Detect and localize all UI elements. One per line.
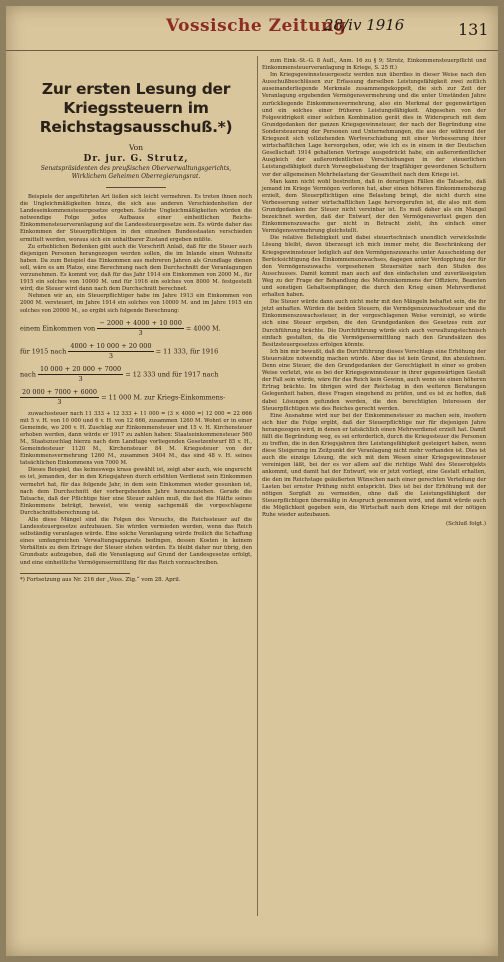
formula-2: für 1915 nach $\frac{4000 + 10 000 + 20 000}{3}$ = 11 333, für 1916: [20, 341, 219, 360]
right-column: [262, 58, 486, 528]
author-affiliation-2: Wirklichem Geheimen Oberregierungsrat.: [71, 173, 201, 180]
page-number: 131: [458, 20, 489, 39]
right-paragraph: Im Kriegsgewinnsteuergesetz werden nun überdies in dieser Weise nach den Ausschußbeschlüssen zur Erfassung derselben Leistungsfähigkeit zwei zeitlich auseinanderliegende Merkmale zusammengekoppelt, die sich zur Zeit der Veranlagung ergebenden Vermögensvermehrung und die unter Umständen Jahre zurückliegende Einkommensvermehrung, also ein Merkmal der gegenwärtigen und ein solches einer früheren Leistungsfähigkeit. Abgesehen von der Folgewidrigkeit einer solchen Kombination gerät dies in Widerspruch mit dem Grundgedanken der ganzen Kriegsgewinnsteuer, der nach der Begründung eine Sondersteuerung der Personen und Unternehmungen, die aus der während der Kriegszeit sich vollziehenden Wertverschiebung mit einer Verbesserung ihrer wirtschaftlichen Lage hervorgehen, oder, wie ich es in einem in der Deutschen Gesellschaft 1914 gehaltenen Vortrage ausgedrückt habe, ein außerordentlicher Ausgleich der außerordentlichen Verschiebungen in der steuerlichen Leistungsfähigkeit durch Vorwegbelastung der tragfähiger gewordenen Schultern vor der allgemeinen Mehrbelastung der Gesamtheit nach dem Kriege ist.: [262, 72, 486, 178]
masthead: [6, 6, 498, 51]
right-paragraph: Die Steuer würde dann auch nicht mehr mit den Mängeln behaftet sein, die ihr jetzt anhaften. Würden die beiden Steuern, die Vermögenszuwachssteuer und die Einkommenszuwachssteuer, in der vorgeschlagenen Weise vereinigt, so würde sich eine Steuer ergeben, die den Grundgedanken des Gesetzes rein zur Durchführung brächte. Die Durchführung würde sich auch verwaltungstechnisch einfach gestalten, da die Vermögensermittlung nach den Grundsätzen des Besitzsteuergesetzes erfolgen könnte.: [262, 299, 486, 348]
column-divider: [257, 56, 258, 916]
article-signoff: (Schluß folgt.): [446, 521, 486, 528]
left-paragraph: Beispiele der angeführten Art ließen sich leicht vermehren. Es treten ihnen noch die Ungleichmäßigkeiten hinzu, die sich aus anderen Verschiedenheiten der Landeseinkommensteuergesetze ergeben. Solche Ungleichmäßigkeiten würden die notwendige Folge jedes Aufbaues einer einheitlichen Reichs-Einkommensteuerveranlagung auf die Landessteuergesetze sein. Es würde daher das Einkommen der Steuerpflichtigen in den einzelnen Bundesstaaten verschieden ermittelt werden, woraus sich ein unhaltbarer Zustand ergeben müßte.: [20, 194, 252, 243]
footnote-rule: [20, 573, 130, 574]
right-paragraph: Man kann nicht wohl bestreiten, daß in derartigen Fällen die Tatsache, daß jemand im Kriege Vermögen verloren hat, aber einen höheren Einkommensbezug erzielt, dem Steuerpflichtigen eine Belastung bringt, die nicht durch eine Verbesserung seiner wirtschaftlichen Lage hervorgerufen ist, die also mit dem Grundgedanken der Steuer nicht vereinbar ist. Es muß daher als ein Mangel bezeichnet werden, daß der Entwurf, der den Vermögensverlust gegen den Einkommenszuwachs gar nicht in Betracht zieht, ihn einfach einer Vermögensvermehrung gleichstellt.: [262, 178, 486, 235]
article-headline: Zur ersten Lesung der Kriegssteuern im Reichstagsausschuß.*): [39, 80, 233, 136]
newspaper-clipping: [6, 6, 498, 956]
footnote: *) Fortsetzung aus Nr. 216 der „Voss. Ztg.“ vom 28. April.: [20, 576, 181, 583]
author-affiliation-1: Senatspräsidenten des preußischen Oberverwaltungsgerichts,: [40, 165, 232, 172]
left-paragraph: Nehmen wir an, ein Steuerpflichtiger habe im Jahre 1913 ein Einkommen von 2000 M. versteuert, im Jahre 1914 ein solches von 10000 M. und im Jahre 1915 ein solches von 20000 M., so ergibt sich folgende Berechnung:: [20, 293, 252, 314]
formula-1: einem Einkommen von $\frac{- 2000 + 4000 + 10 000}{3}$ = 4000 M.: [20, 318, 221, 337]
right-paragraph: Die relative Beliebigkeit und dabei steuertechnisch unendlich verwickelnde Lösung bleibt, davon überzeugt ich mich immer mehr, die Beschränkung der Kriegsgewinnsteuer lediglich auf den Vermögenszuwachs unter Ausscheidung der Berücksichtigung des Einkommenszuwachses, dagegen unter Verdopplung der für den Vermögenszuwachs vorgesehenen Steuersätze nach den Stufen des Ausschusses. Damit kommt man auch auf den einfachsten und zuverlässigsten Weg zu der Frage der Behandlung des Mehreinkommens der Offiziere, Beamten und sonstigen Gehaltsempfänger, die durch den Krieg einen Mehrverdienst erhalten haben.: [262, 235, 486, 299]
left-paragraph: Zu erheblichen Bedenken gibt auch die Vorschrift Anlaß, daß für die Steuer auch diejenigen Personen herangezogen werden sollen, die im Inlande einen Wohnsitz haben. Da zum Beispiel das Einkommen aus mehreren Jahren als Grundlage dienen soll, wäre es am Platze, eine Berechnung nach dem Durchschnitt der Veranlagungen vorzunehmen. Es kommt vor, daß für das Jahr 1914 ein Einkommen von 2000 M., für 1915 ein solches von 10000 M. und für 1916 ein solches von 8000 M. festgestellt wird; die Steuer wird dann nach dem Durchschnitt berechnet.: [20, 243, 252, 293]
headline-rule: [106, 187, 166, 188]
right-paragraph: zum Eink.-St.-G. 8 Aufl., Anm. 16 zu § 9; Strutz, Einkommensteuerpflicht und Einkommensteuerveranlagung in Kriege, S. 25 ff.): [262, 58, 486, 72]
left-paragraph: Dieses Beispiel, das keineswegs krass gewählt ist, zeigt aber auch, wie ungerecht es ist, jemanden, der in den Kriegsjahren durch erhöhten Verdienst sein Einkommen vermehrt hat, für das folgende Jahr, in dem sein Einkommen wieder gesunken ist, nach dem Durchschnitt der vorhergehenden Jahre heranzuziehen. Gerade die Tatsache, daß der Pflichtige hier eine Steuer zahlen muß, die fast die Hälfte seines Einkommens beträgt, beweist, wie wenig sachgemäß die vorgeschlagene Durchschnittsberechnung ist.: [20, 467, 252, 516]
left-column: [20, 58, 252, 584]
formula-3: nach $\frac{10 000 + 20 000 + 7000}{3}$ = 12 333 und für 1917 nach: [20, 364, 219, 383]
right-paragraph: Ich bin mir bewußt, daß die Durchführung dieses Vorschlags eine Erhöhung der Steuersätze notwendig machen würde. Aber das ist kein Grund, ihn abzulehnen. Denn eine Steuer, die den Grundgedanken der Gerechtigkeit in einer so groben Weise verletzt, wie es bei der Kriegsgewinnsteuer in ihrer gegenwärtigen Gestalt der Fall sein würde, wäre für das Reich kein Gewinn, auch wenn sie einen höheren Ertrag brächte. Im übrigen wird der Reichstag in den weiteren Beratungen Gelegenheit haben, diese Fragen eingehend zu prüfen, und es ist zu hoffen, daß dabei Lösungen gefunden werden, die den berechtigten Interessen der Steuerpflichtigen wie des Reiches gerecht werden.: [262, 348, 486, 412]
newspaper-name: Vossische Zeitung: [166, 16, 347, 36]
left-paragraph: zuwachssteuer nach 11 333 + 12 333 + 11 000 = (3 × 4000 =) 12 000 = 22 666 mit 5 v. H. von 10 000 und 6 v. H. von 12 666, zusammen 1260 M. Wohnt er in einer Gemeinde, wo 200 v. H. Zuschlag zur Einkommensteuer und 15 v. H. Kirchensteuer erhoben werden, dann würde er 1917 zu zahlen haben: Staatseinkommensteuer 560 M., Staatszuschlag hierzu nach dem Landtage vorliegenden Gesetzentwurf 85 v. H., Gemeindesteuer 1120 M., Kirchensteuer 84 M. Kriegssteuer von der Einkommensvermehrung 1260 M., zusammen 3404 M., das sind 48 v. H. seines tatsächlichen Einkommens von 7000 M.: [20, 410, 252, 467]
left-paragraph: Alle diese Mängel sind die Folgen des Versuchs, die Reichssteuer auf die Landessteuergesetze aufzubauen. Sie würden vermieden werden, wenn das Reich selbständig veranlagen würde. Eine solche Veranlagung würde freilich die Schaffung eines umfangreichen Verwaltungsapparats bedingen, dessen Kosten in keinem Verhältnis zu dem Ertrage der Steuer stehen würden. Es bleibt daher nur übrig, den Grundsatz aufzugeben, daß die Veranlagung auf Grund der Landesgesetze erfolgt, und eine einheitliche Vermögensermittlung für das Reich vorzuschreiben.: [20, 517, 252, 566]
formula-4: $\frac{20 000 + 7000 + 6000}{3}$ = 11 000 M. zur Kriegs-Einkommens-: [22, 387, 226, 406]
author-name: Dr. jur. G. Strutz,: [83, 154, 189, 164]
handwritten-date: 28/iv 1916: [324, 16, 405, 34]
right-paragraph: Eine Ausnahme wird nur bei der Einkommensteuer zu machen sein, insofern sich hier die Folge ergibt, daß der Steuerpflichtige nur für diejenigen Jahre herangezogen wird, in denen er tatsächlich einen Mehrverdienst erzielt hat. Damit fällt die Begründung weg, es sei erforderlich, durch die Kriegssteuer die Personen zu treffen, die in den Kriegsjahren ihre Leistungsfähigkeit gesteigert haben, wenn diese Steigerung im Zeitpunkt der Veranlagung nicht mehr vorhanden ist. Dies ist auch die einzige Lösung, die sich mit dem Wesen einer Kriegsgewinnsteuer vereinigen läßt, bei der es vor allem auf die richtige Wahl des Steuerobjekts ankommt, und damit hat der Entwurf, wie er jetzt vorliegt, eine Gestalt erhalten, die den im Reichstage geäußerten Wünschen nach einer gerechten Verteilung der Lasten bei ernster Prüfung nicht entspricht. Dies ist bei der Erhöhung mit der nötigen Sorgfalt zu vermeiden, ohne daß die Leistungsfähigkeit der Steuerpflichtigen übermäßig in Anspruch genommen wird, und damit würde auch die Möglichkeit gegeben sein, die Wirtschaft nach dem Kriege mit der nötigen Ruhe wieder aufzubauen.: [262, 412, 486, 518]
byline-von: Von: [128, 143, 144, 152]
